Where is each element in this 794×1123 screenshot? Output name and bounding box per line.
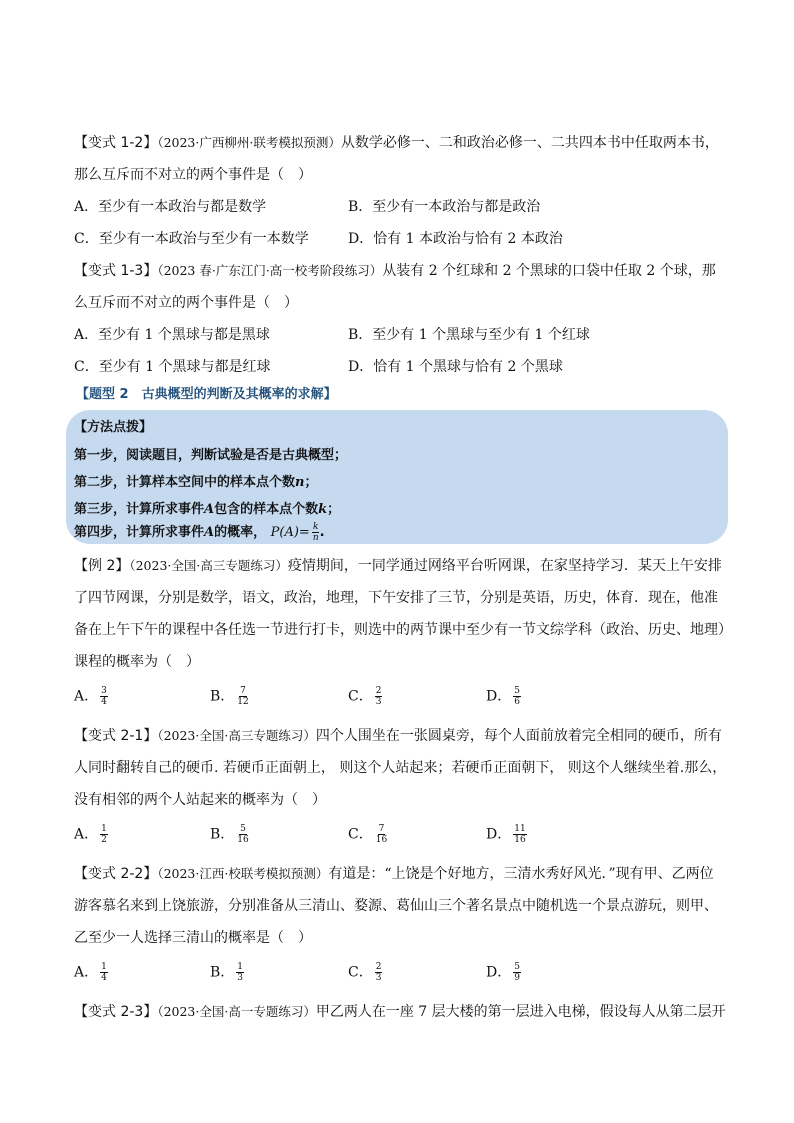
- question-1-2-line-2: 那么互斥而不对立的两个事件是（ ）: [74, 167, 312, 183]
- question-source: （2023·全国·高三专题练习）: [157, 728, 316, 743]
- method-title: 【方法点拨】: [74, 420, 153, 435]
- option-d: D．恰有 1 个黑球与恰有 2 个黑球: [348, 359, 563, 375]
- question-2-1-line-2: 人同时翻转自己的硬币. 若硬币正面朝上， 则这个人站起来；若硬币正面朝下， 则这个人继续坐着.那么，: [74, 760, 727, 776]
- step-text: 第三步，计算所求事件: [74, 502, 205, 517]
- option-b: B． $\frac{5}{16}$: [210, 824, 249, 845]
- punct: ；: [304, 475, 318, 490]
- method-step-2: [74, 473, 317, 493]
- question-tag: 【变式 2-3】: [74, 1004, 158, 1020]
- example-2-line-3: 备在上午下午的课程中各任选一节进行打卡，则选中的两节课中至少有一节文综学科（政治、历史、地理）: [74, 622, 732, 638]
- formula-fraction: [312, 522, 320, 543]
- question-source: （2023·全国·高一专题练习）: [157, 1004, 316, 1019]
- step-text: 包含的样本点个数: [214, 502, 319, 517]
- question-text: 从装有 2 个红球和 2 个黑球的口袋中任取 2 个球，那: [382, 263, 716, 279]
- option-c: C． $\frac{7}{16}$: [348, 824, 388, 845]
- option-d: D．恰有 1 本政治与恰有 2 本政治: [348, 231, 563, 247]
- option-d: D． $\frac{5}{6}$: [486, 686, 520, 707]
- question-2-1-line-1: [74, 726, 734, 746]
- punct: .: [319, 525, 325, 540]
- method-step-1: 第一步，阅读题目，判断试验是否是古典概型；: [74, 448, 348, 463]
- question-2-2-line-2: 游客慕名来到上饶旅游，分别准备从三清山、婺源、葛仙山三个著名景点中随机选一个景点游玩，则甲、: [74, 898, 718, 914]
- question-source: （2023 春·广东江门·高一校考阶段练习）: [157, 263, 383, 278]
- step-text: 第四步，计算所求事件: [74, 525, 205, 540]
- option-b: B． $\frac{7}{12}$: [210, 686, 249, 707]
- question-2-3-line-1: [74, 1002, 734, 1022]
- question-2-2-line-3: 乙至少一人选择三清山的概率是（ ）: [74, 930, 312, 946]
- var-k: k: [318, 502, 328, 517]
- formula-lhs: P(A)=: [270, 525, 310, 540]
- option-c: C． $\frac{2}{3}$: [348, 686, 382, 707]
- option-c: C． $\frac{2}{3}$: [348, 962, 382, 983]
- question-tag: 【变式 2-2】: [74, 866, 158, 882]
- method-step-3: [74, 500, 340, 520]
- question-text: 从数学必修一、二和政治必修一、二共四本书中任取两本书，: [340, 135, 719, 151]
- question-text: 四个人围坐在一张圆桌旁，每个人面前放着完全相同的硬币，所有: [315, 728, 722, 744]
- method-step-4: [74, 522, 325, 543]
- option-d: D． $\frac{11}{16}$: [486, 824, 526, 845]
- question-text: 疫情期间，一同学通过网络平台听网课，在家坚持学习．某天上午安排: [287, 558, 722, 574]
- example-2-line-4: 课程的概率为（ ）: [74, 654, 200, 670]
- fraction-numerator: k: [312, 522, 319, 532]
- question-source: （2023·全国·高三专题练习）: [129, 558, 288, 573]
- option-a: A．至少有 1 个黑球与都是黑球: [74, 327, 270, 343]
- var-a: A: [204, 525, 215, 540]
- question-2-2-line-1: [74, 864, 734, 884]
- question-text: 甲乙两人在一座 7 层大楼的第一层进入电梯，假设每人从第二层开: [315, 1004, 726, 1020]
- option-b: B． $\frac{1}{3}$: [210, 962, 244, 983]
- question-tag: 【变式 1-3】: [74, 263, 158, 279]
- option-a: A． $\frac{1}{2}$: [74, 824, 107, 845]
- question-2-1-line-3: 没有相邻的两个人站起来的概率为（ ）: [74, 792, 326, 808]
- var-n: n: [295, 475, 305, 490]
- question-tag: 【例 2】: [74, 558, 130, 574]
- step-text: 的概率，: [214, 525, 267, 540]
- option-c: C．至少有一本政治与至少有一本数学: [74, 231, 309, 247]
- option-a: A． $\frac{3}{4}$: [74, 686, 107, 707]
- question-text: 有道是：“上饶是个好地方，三清水秀好风光．”现有甲、乙两位: [328, 866, 714, 882]
- option-a: A． $\frac{1}{4}$: [74, 962, 107, 983]
- option-c: C．至少有 1 个黑球与都是红球: [74, 359, 271, 375]
- option-a: A．至少有一本政治与都是数学: [74, 199, 267, 215]
- question-1-2-line-1: [74, 133, 734, 153]
- question-1-3-line-2: 么互斥而不对立的两个事件是（ ）: [74, 295, 298, 311]
- section-heading: 【题型 2 古典概型的判断及其概率的求解】: [76, 387, 337, 402]
- option-b: B．至少有 1 个黑球与至少有 1 个红球: [348, 327, 590, 343]
- question-source: （2023·江西·校联考模拟预测）: [157, 866, 329, 881]
- fraction-denominator: n: [312, 533, 319, 543]
- question-source: （2023·广西柳州·联考模拟预测）: [157, 135, 341, 150]
- example-2-line-2: 了四节网课，分别是数学，语文，政治，地理，下午安排了三节，分别是英语，历史，体育．现在，他准: [74, 590, 718, 606]
- question-1-3-line-1: [74, 261, 734, 281]
- punct: ；: [327, 502, 341, 517]
- var-a: A: [204, 502, 215, 517]
- option-d: D． $\frac{5}{9}$: [486, 962, 520, 983]
- question-tag: 【变式 1-2】: [74, 135, 158, 151]
- option-b: B．至少有一本政治与都是政治: [348, 199, 541, 215]
- example-2-line-1: [74, 556, 734, 576]
- step-text: 第二步，计算样本空间中的样本点个数: [74, 475, 296, 490]
- question-tag: 【变式 2-1】: [74, 728, 158, 744]
